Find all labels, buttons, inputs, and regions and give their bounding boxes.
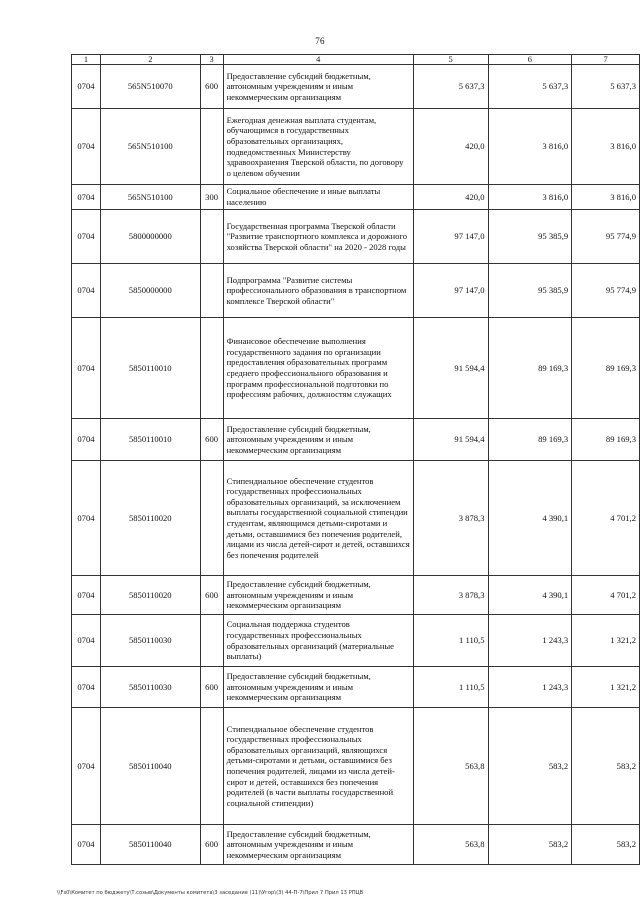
value-col-5: 3 878,3 <box>413 461 488 576</box>
value-col-7: 583,2 <box>572 708 640 825</box>
section-code: 0704 <box>72 109 101 185</box>
value-col-7: 89 169,3 <box>572 419 640 461</box>
target-code: 5850110040 <box>100 708 200 825</box>
row-description: Предоставление субсидий бюджетным, автономным учреждениям и иным некоммерческим организациям <box>223 65 413 109</box>
row-description: Подпрограмма "Развитие системы профессионального образования в транспортном комплексе Тверской области" <box>223 264 413 318</box>
row-description: Социальная поддержка студентов государственных профессиональных образовательных организаций (материальные выплаты) <box>223 615 413 667</box>
value-col-6: 4 390,1 <box>488 576 572 615</box>
row-description: Предоставление субсидий бюджетным, автономным учреждениям и иным некоммерческим организациям <box>223 825 413 865</box>
expense-type <box>200 264 223 318</box>
target-code: 5850110020 <box>100 576 200 615</box>
row-description: Предоставление субсидий бюджетным, автономным учреждениям и иным некоммерческим организациям <box>223 667 413 708</box>
value-col-5: 420,0 <box>413 185 488 210</box>
table-row <box>72 825 640 865</box>
value-col-5: 563,8 <box>413 708 488 825</box>
file-path-footer: \\Fs0\Комитет по бюджету\Т.созыв\Документы комитета\3 заседание (11)\Угор\(3) 44-П-7\Прил 7 Прил 13 РПЦВ <box>57 890 364 896</box>
target-code: 5850110010 <box>100 419 200 461</box>
section-code: 0704 <box>72 65 101 109</box>
expense-type: 600 <box>200 65 223 109</box>
row-description: Предоставление субсидий бюджетным, автономным учреждениям и иным некоммерческим организациям <box>223 419 413 461</box>
value-col-6: 5 637,3 <box>488 65 572 109</box>
value-col-7: 1 321,2 <box>572 667 640 708</box>
section-code: 0704 <box>72 708 101 825</box>
value-col-7: 3 816,0 <box>572 109 640 185</box>
value-col-6: 95 385,9 <box>488 264 572 318</box>
row-description: Государственная программа Тверской области "Развитие транспортного комплекса и дорожного хозяйства Тверской области" на 2020 - 2028 годы <box>223 210 413 264</box>
expense-type: 600 <box>200 667 223 708</box>
value-col-7: 4 701,2 <box>572 461 640 576</box>
table-row <box>72 419 640 461</box>
value-col-5: 1 110,5 <box>413 615 488 667</box>
section-code: 0704 <box>72 461 101 576</box>
value-col-6: 1 243,3 <box>488 667 572 708</box>
expense-type <box>200 615 223 667</box>
section-code: 0704 <box>72 210 101 264</box>
value-col-7: 3 816,0 <box>572 185 640 210</box>
target-code: 5850110030 <box>100 615 200 667</box>
column-header-4: 4 <box>223 55 413 65</box>
column-header-1: 1 <box>72 55 101 65</box>
value-col-5: 3 878,3 <box>413 576 488 615</box>
value-col-5: 97 147,0 <box>413 210 488 264</box>
value-col-6: 583,2 <box>488 825 572 865</box>
value-col-6: 583,2 <box>488 708 572 825</box>
row-description: Предоставление субсидий бюджетным, автономным учреждениям и иным некоммерческим организациям <box>223 576 413 615</box>
value-col-6: 3 816,0 <box>488 185 572 210</box>
table-row <box>72 576 640 615</box>
value-col-6: 89 169,3 <box>488 419 572 461</box>
table-row <box>72 109 640 185</box>
target-code: 5800000000 <box>100 210 200 264</box>
table-row <box>72 65 640 109</box>
expense-type <box>200 318 223 419</box>
value-col-5: 5 637,3 <box>413 65 488 109</box>
value-col-6: 89 169,3 <box>488 318 572 419</box>
page-number: 76 <box>315 36 325 46</box>
table-row <box>72 615 640 667</box>
column-header-2: 2 <box>100 55 200 65</box>
value-col-7: 95 774,9 <box>572 210 640 264</box>
section-code: 0704 <box>72 667 101 708</box>
target-code: 5850110040 <box>100 825 200 865</box>
value-col-5: 563,8 <box>413 825 488 865</box>
row-description: Стипендиальное обеспечение студентов государственных профессиональных образовательных организаций, являющихся детьми-сиротами и детьми, оставшимися без попечения родителей, лицами из числа детей-сирот и детей, оставшихся без попечения родителей (в части выплаты государственной социальной стипендии) <box>223 708 413 825</box>
table-row <box>72 210 640 264</box>
value-col-5: 91 594,4 <box>413 318 488 419</box>
value-col-5: 420,0 <box>413 109 488 185</box>
section-code: 0704 <box>72 318 101 419</box>
section-code: 0704 <box>72 576 101 615</box>
budget-table <box>71 54 640 865</box>
target-code: 565N510100 <box>100 185 200 210</box>
section-code: 0704 <box>72 264 101 318</box>
table-row <box>72 318 640 419</box>
column-header-5: 5 <box>413 55 488 65</box>
table-row <box>72 667 640 708</box>
target-code: 5850110030 <box>100 667 200 708</box>
table-row <box>72 708 640 825</box>
row-description: Социальное обеспечение и иные выплаты населению <box>223 185 413 210</box>
row-description: Стипендиальное обеспечение студентов государственных профессиональных образовательных организаций, за исключением выплаты государственной социальной стипендии студентам, являющимся детьми-сиротами и детьми, оставшимися без попечения родителей, лицами из числа детей-сирот и детей, оставшихся без попечения родителей <box>223 461 413 576</box>
target-code: 565N510100 <box>100 109 200 185</box>
value-col-5: 1 110,5 <box>413 667 488 708</box>
column-header-7: 7 <box>572 55 640 65</box>
expense-type <box>200 708 223 825</box>
expense-type <box>200 109 223 185</box>
target-code: 5850110020 <box>100 461 200 576</box>
expense-type: 600 <box>200 419 223 461</box>
section-code: 0704 <box>72 185 101 210</box>
column-header-6: 6 <box>488 55 572 65</box>
row-description: Ежегодная денежная выплата студентам, обучающимся в государственных образовательных организациях, подведомственных Министерству здравоохранения Тверской области, по договору о целевом обучении <box>223 109 413 185</box>
value-col-7: 95 774,9 <box>572 264 640 318</box>
value-col-7: 1 321,2 <box>572 615 640 667</box>
table-row <box>72 264 640 318</box>
target-code: 565N510070 <box>100 65 200 109</box>
table-row <box>72 185 640 210</box>
section-code: 0704 <box>72 825 101 865</box>
column-header-3: 3 <box>200 55 223 65</box>
header-row <box>72 55 640 65</box>
table-row <box>72 461 640 576</box>
row-description: Финансовое обеспечение выполнения государственного задания по организации предоставления образовательных программ среднего профессионального образования и программ профессиональной подготовки по профессиям рабочих, должностям служащих <box>223 318 413 419</box>
value-col-5: 97 147,0 <box>413 264 488 318</box>
section-code: 0704 <box>72 419 101 461</box>
target-code: 5850110010 <box>100 318 200 419</box>
expense-type: 600 <box>200 825 223 865</box>
value-col-7: 89 169,3 <box>572 318 640 419</box>
value-col-6: 3 816,0 <box>488 109 572 185</box>
value-col-7: 583,2 <box>572 825 640 865</box>
expense-type <box>200 461 223 576</box>
value-col-7: 5 637,3 <box>572 65 640 109</box>
value-col-5: 91 594,4 <box>413 419 488 461</box>
value-col-6: 95 385,9 <box>488 210 572 264</box>
section-code: 0704 <box>72 615 101 667</box>
target-code: 5850000000 <box>100 264 200 318</box>
value-col-7: 4 701,2 <box>572 576 640 615</box>
value-col-6: 1 243,3 <box>488 615 572 667</box>
value-col-6: 4 390,1 <box>488 461 572 576</box>
expense-type <box>200 210 223 264</box>
expense-type: 600 <box>200 576 223 615</box>
expense-type: 300 <box>200 185 223 210</box>
